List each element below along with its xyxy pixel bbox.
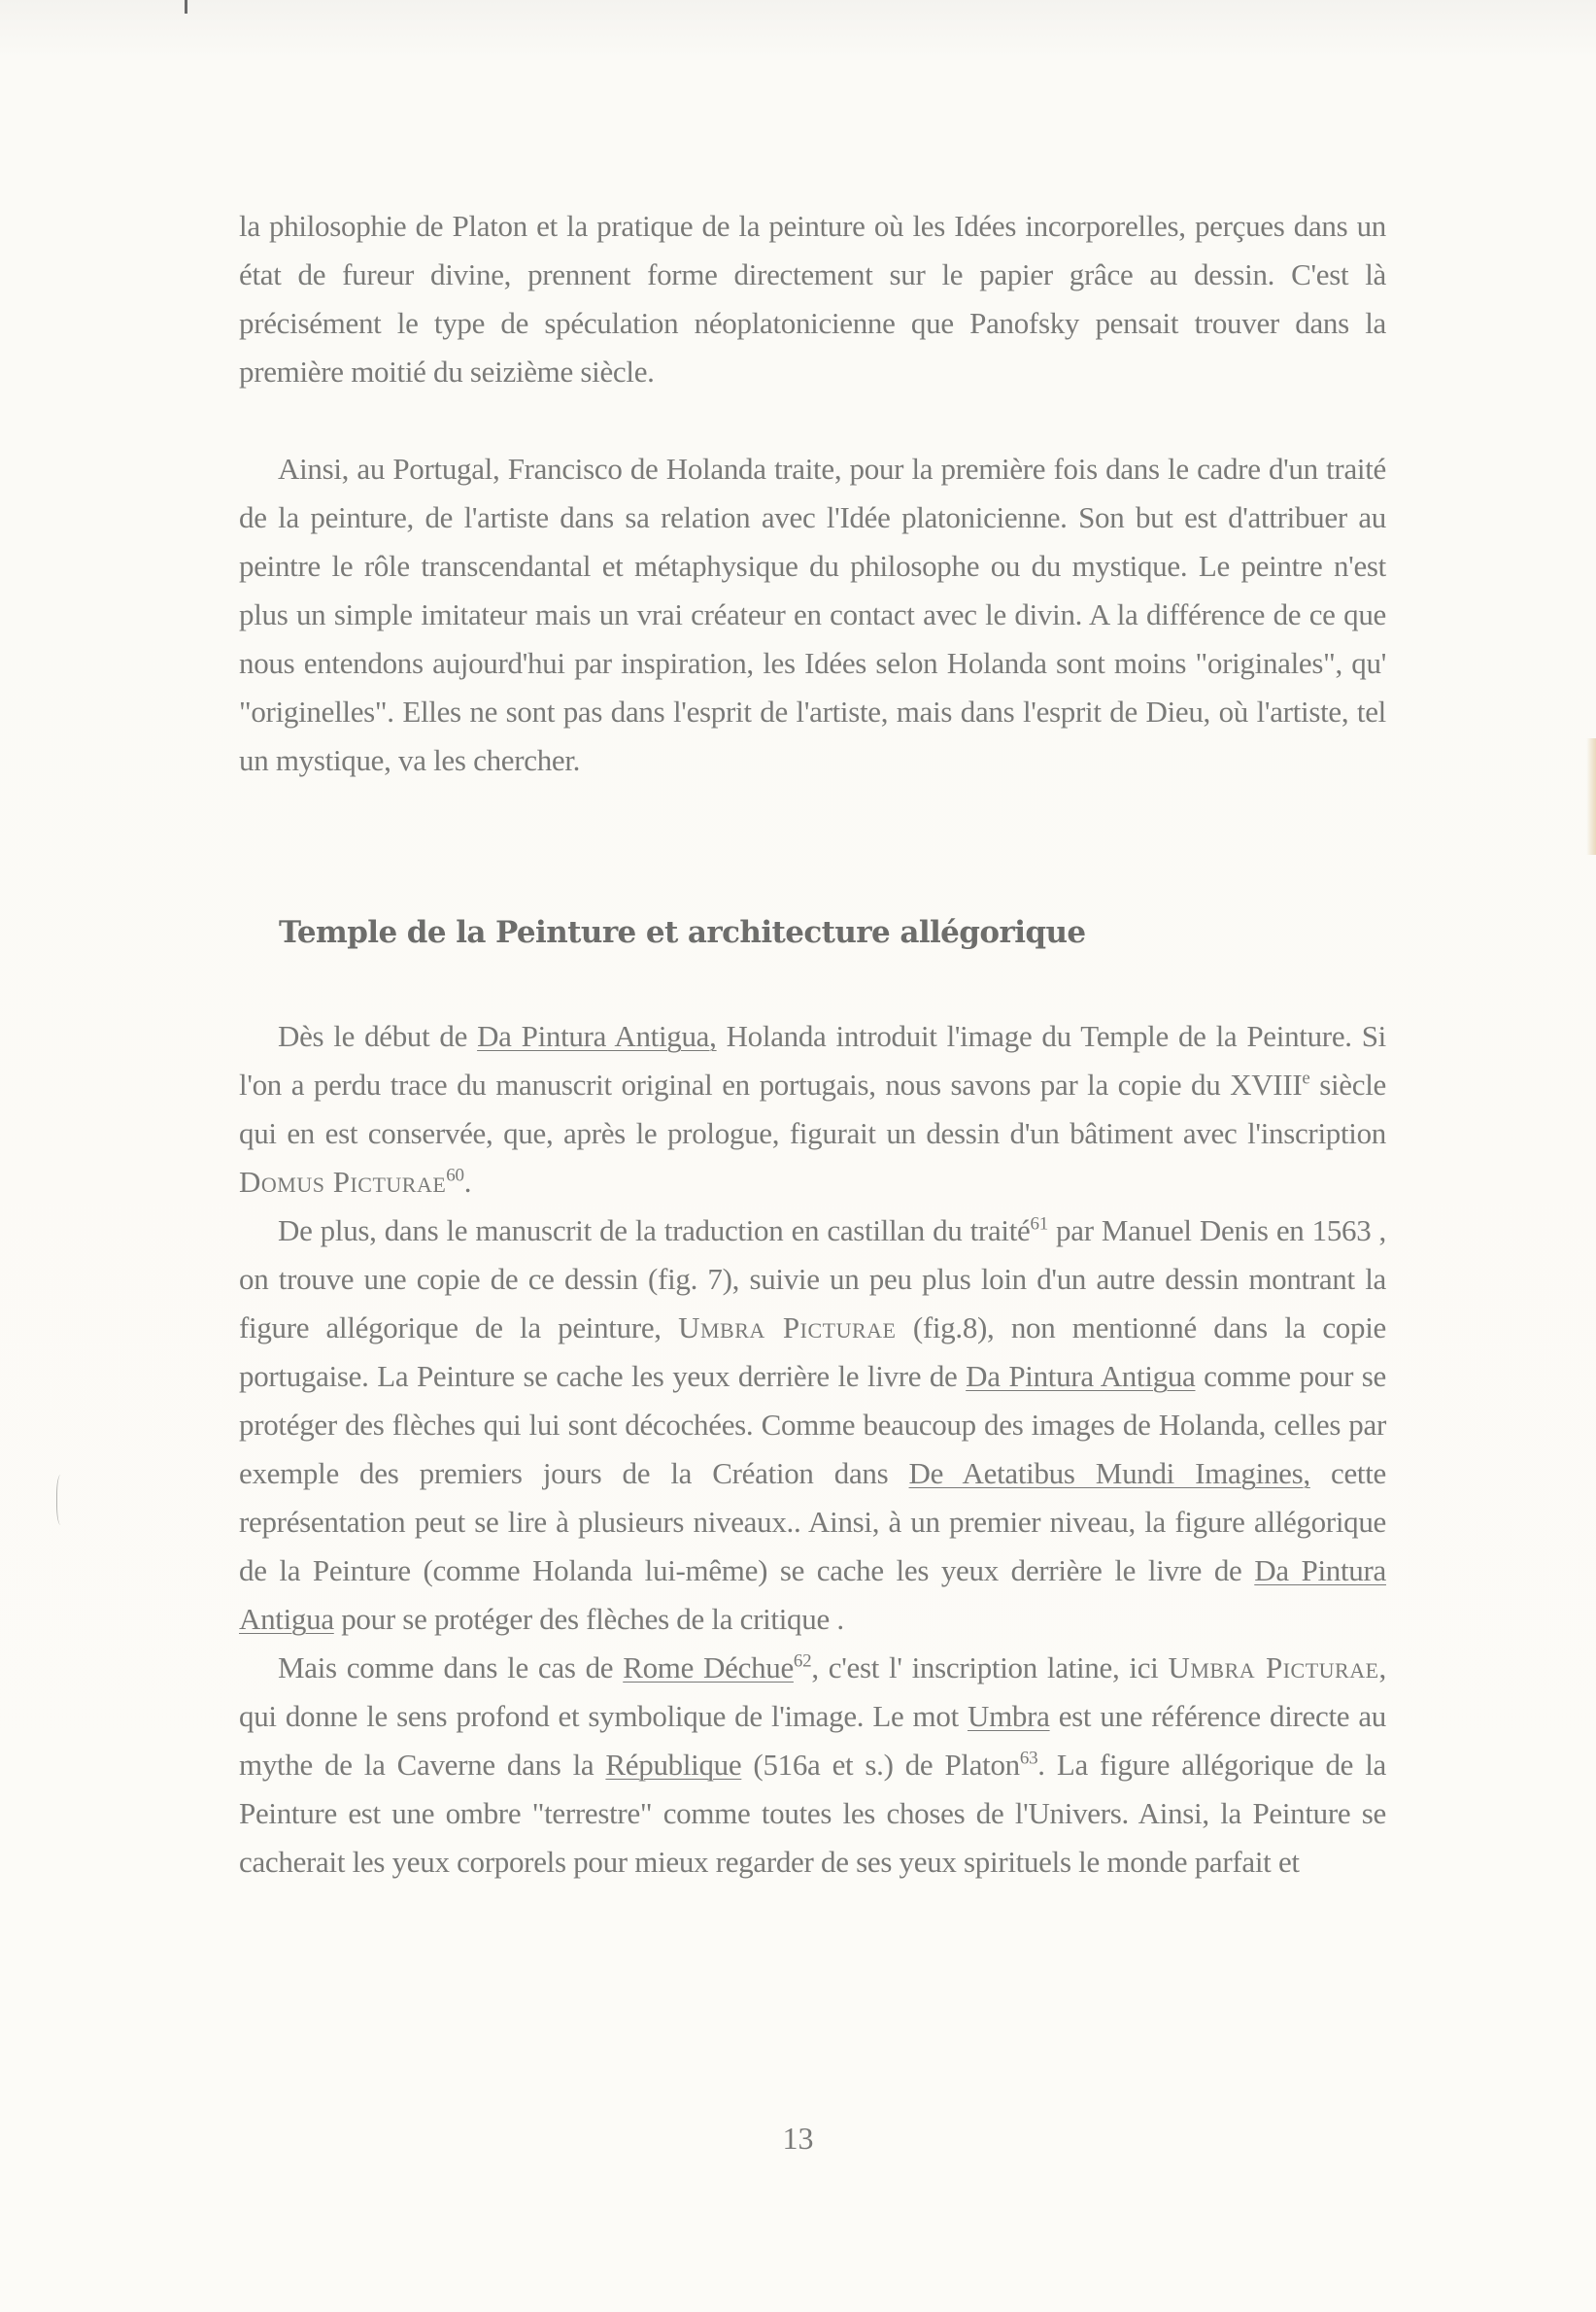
paragraph-2: Ainsi, au Portugal, Francisco de Holanda traite, pour la première fois dans le cadre d'un traité de la peinture, de l'artiste dans sa relation avec l'Idée platonicienne. Son but est d'attribuer au peintre le rôle transcendantal et métaphysique du philosophe ou du mystique. Le peintre n'est plus un simple imitateur mais un vrai créateur en contact avec le divin. A la différence de ce que nous entendons aujourd'hui par inspiration, les Idées selon Holanda sont moins "originales", qu' "originelles". Elles ne sont pas dans l'esprit de l'artiste, mais dans l'esprit de Dieu, où l'artiste, tel un mystique, va les chercher.: [239, 452, 1386, 777]
p5-title-rome: Rome Déchue: [623, 1650, 794, 1684]
paragraph-continuation: [239, 202, 1386, 396]
p4-title-da-pintura-2: Da Pintura Antigua: [239, 1553, 1386, 1636]
p5-text-a: Mais comme dans le cas de: [278, 1650, 624, 1684]
page-number: 13: [782, 2121, 814, 2156]
p3-text-h: .: [463, 1165, 472, 1199]
p5-text-d: , c'est l' inscription latine, ici: [811, 1650, 1169, 1684]
p4-text-a: De plus, dans le manuscrit de la traduction en castillan du traité: [278, 1213, 1031, 1247]
p4-text-e: (fig.8), non mentionné dans la copie portugaise. La Peinture se cache les yeux derrière le livre de: [239, 1310, 1386, 1393]
p5-title-republique: République: [605, 1748, 742, 1782]
paragraph-holanda: [239, 445, 1386, 785]
section-body: [239, 1012, 1386, 1887]
footnote-ref-62: 62: [793, 1650, 812, 1672]
p3-text-a: Dès le début de: [278, 1019, 478, 1053]
p4-text-c: par Manuel Denis en 1563 , on trouve une copie de ce dessin (fig. 7), suivie un peu plus loin d'un autre dessin montrant la figure allégorique de la peinture,: [239, 1213, 1386, 1344]
p3-inscription: Domus Picturae: [239, 1165, 447, 1199]
p5-word-umbra: Umbra: [968, 1699, 1050, 1733]
paragraph-3: [239, 1012, 1386, 1207]
p3-title-da-pintura: Da Pintura Antigua,: [477, 1019, 717, 1053]
p5-text-l: . La figure allégorique de la Peinture est une ombre "terrestre" comme toutes les choses de l'Univers. Ainsi, la Peinture se cacherait les yeux corporels pour mieux regarder de ses yeux spirituels le monde parfait et: [239, 1748, 1386, 1879]
footnote-ref-60: 60: [446, 1165, 464, 1186]
p3-text-e: siècle qui en est conservée, que, après le prologue, figurait un dessin d'un bâtiment avec l'inscription: [239, 1068, 1386, 1150]
paragraph-1: la philosophie de Platon et la pratique de la peinture où les Idées incorporelles, perçues dans un état de fureur divine, prennent forme directement sur le papier grâce au dessin. C'est là précisément le type de spéculation néoplatonicienne que Panofsky pensait trouver dans la première moitié du seizième siècle.: [239, 209, 1386, 389]
scan-edge-mark: [185, 0, 187, 14]
p5-umbra-picturae: Umbra Picturae: [1168, 1650, 1379, 1684]
section-heading: Temple de la Peinture et architecture allégorique: [279, 915, 1086, 950]
p4-title-da-pintura: Da Pintura Antigua: [966, 1359, 1196, 1393]
p5-text-j: (516a et s.) de Platon: [741, 1748, 1020, 1782]
footnote-ref-63: 63: [1019, 1748, 1038, 1769]
p4-text-g: comme pour se protéger des flèches qui lui sont décochées. Comme beaucoup des images de Holanda, celles par exemple des premiers jours de la Création dans: [239, 1359, 1387, 1490]
p5-text-f: , qui donne le sens profond et symbolique de l'image. Le mot: [239, 1650, 1386, 1733]
p5-text-h: est une référence directe au mythe de la Caverne dans la: [239, 1699, 1386, 1782]
paragraph-5: [239, 1644, 1386, 1887]
p4-text-i: cette représentation peut se lire à plusieurs niveaux.. Ainsi, à un premier niveau, la figure allégorique de la Peinture (comme Holanda lui-même) se cache les yeux derrière le livre de: [239, 1456, 1386, 1587]
p3-text-c: Holanda introduit l'image du Temple de la Peinture. Si l'on a perdu trace du manuscrit original en portugais, nous savons par la copie du XVIII: [239, 1019, 1386, 1102]
paragraph-4: [239, 1207, 1386, 1644]
p4-text-k: pour se protéger des flèches de la critique .: [333, 1602, 844, 1636]
stray-pencil-mark: [56, 1475, 67, 1525]
paper-stain: [1586, 738, 1596, 855]
p3-sup-e: e: [1302, 1068, 1310, 1089]
p4-umbra-picturae: Umbra Picturae: [678, 1310, 897, 1344]
p4-title-aetatibus: De Aetatibus Mundi Imagines,: [908, 1456, 1310, 1490]
footnote-ref-61: 61: [1030, 1213, 1048, 1235]
